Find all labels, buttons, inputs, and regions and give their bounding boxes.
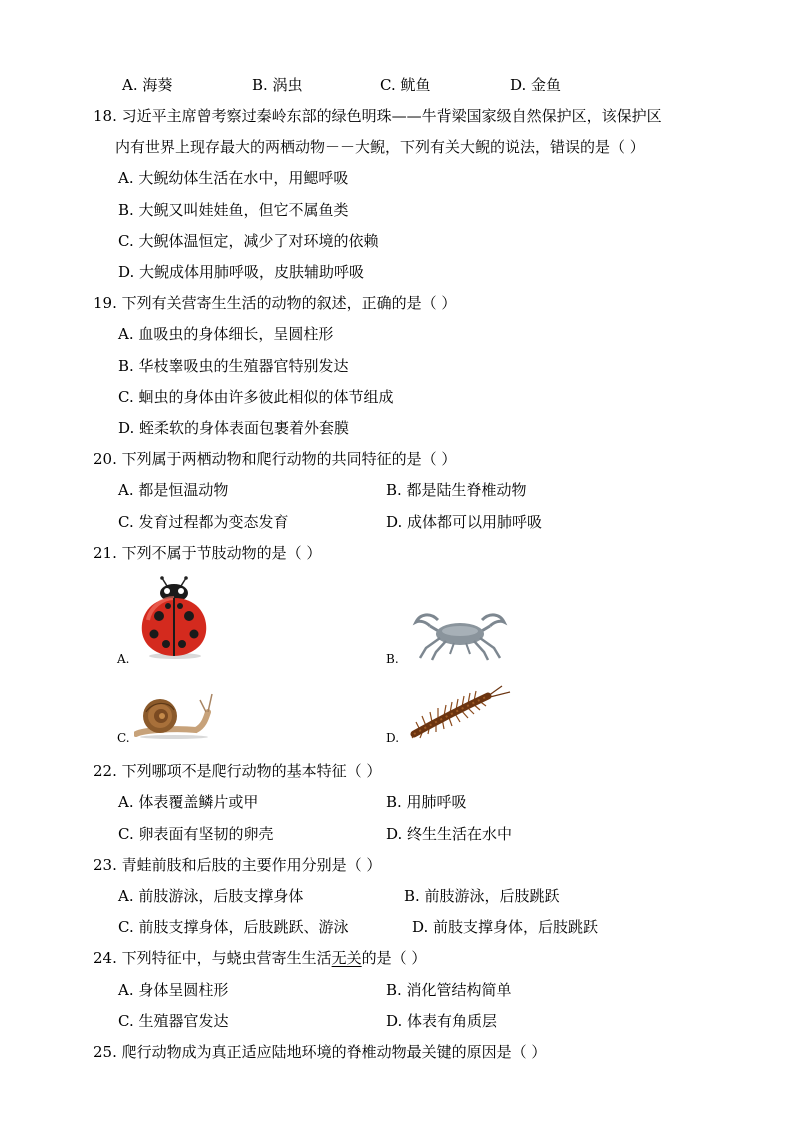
q17-option-c: C. 鱿鱼: [380, 76, 431, 94]
q17-option-a: A. 海葵: [122, 76, 173, 94]
q19-option-d: D. 蛭柔软的身体表面包裹着外套膜: [118, 419, 350, 437]
q20-stem: 20. 下列属于两栖动物和爬行动物的共同特征的是（ ）: [93, 450, 457, 468]
q20-option-a: A. 都是恒温动物: [118, 481, 229, 499]
q21-option-a-label: A.: [117, 652, 130, 666]
q24-stem-before: 24. 下列特征中，与蛲虫营寄生生活: [93, 949, 332, 967]
q18-stem-line2: 内有世界上现存最大的两栖动物－－大鲵，下列有关大鲵的说法，错误的是（ ）: [115, 138, 645, 156]
q19-stem: 19. 下列有关营寄生生活的动物的叙述，正确的是（ ）: [93, 294, 457, 312]
q19-option-a: A. 血吸虫的身体细长，呈圆柱形: [118, 325, 334, 343]
q21-option-d-label: D.: [386, 731, 400, 745]
q19-option-b: B. 华枝睾吸虫的生殖器官特别发达: [118, 357, 349, 375]
q24-stem-after: 的是（ ）: [361, 949, 427, 967]
q21-option-b-label: B.: [386, 652, 399, 666]
q23-option-a: A. 前肢游泳，后肢支撑身体: [118, 887, 304, 905]
q18-option-d: D. 大鲵成体用肺呼吸，皮肤辅助呼吸: [118, 263, 365, 281]
crab-icon: [410, 610, 510, 662]
q19-option-c: C. 蛔虫的身体由许多彼此相似的体节组成: [118, 388, 394, 406]
q24-option-a: A. 身体呈圆柱形: [118, 981, 229, 999]
q24-stem: [93, 948, 426, 968]
q22-option-a: A. 体表覆盖鳞片或甲: [118, 793, 259, 811]
q20-option-c: C. 发育过程都为变态发育: [118, 513, 289, 531]
q17-option-b: B. 涡虫: [252, 76, 303, 94]
q24-option-c: C. 生殖器官发达: [118, 1012, 229, 1030]
q21-stem: 21. 下列不属于节肢动物的是（ ）: [93, 544, 322, 562]
q24-stem-underlined: 无关: [331, 949, 362, 967]
q24-option-d: D. 体表有角质层: [386, 1012, 498, 1030]
q20-option-d: D. 成体都可以用肺呼吸: [386, 513, 543, 531]
q25-stem: 25. 爬行动物成为真正适应陆地环境的脊椎动物最关键的原因是（ ）: [93, 1043, 547, 1061]
q23-option-d: D. 前肢支撑身体，后肢跳跃: [412, 918, 599, 936]
centipede-icon: [408, 684, 512, 740]
q18-option-b: B. 大鲵又叫娃娃鱼，但它不属鱼类: [118, 201, 349, 219]
q17-option-d: D. 金鱼: [510, 76, 562, 94]
q22-option-b: B. 用肺呼吸: [386, 793, 467, 811]
q22-option-d: D. 终生生活在水中: [386, 825, 513, 843]
q18-option-c: C. 大鲵体温恒定，减少了对环境的依赖: [118, 232, 379, 250]
q22-option-c: C. 卵表面有坚韧的卵壳: [118, 825, 274, 843]
q24-option-b: B. 消化管结构简单: [386, 981, 512, 999]
q21-option-c-label: C.: [117, 731, 130, 745]
q18-option-a: A. 大鲵幼体生活在水中，用鳃呼吸: [118, 169, 349, 187]
q23-option-b: B. 前肢游泳，后肢跳跃: [404, 887, 560, 905]
q23-option-c: C. 前肢支撑身体，后肢跳跃、游泳: [118, 918, 349, 936]
ladybug-icon: [134, 576, 216, 660]
q20-option-b: B. 都是陆生脊椎动物: [386, 481, 527, 499]
q23-stem: 23. 青蛙前肢和后肢的主要作用分别是（ ）: [93, 856, 382, 874]
q22-stem: 22. 下列哪项不是爬行动物的基本特征（ ）: [93, 762, 382, 780]
q18-stem-line1: 18. 习近平主席曾考察过秦岭东部的绿色明珠——牛背梁国家级自然保护区，该保护区: [93, 107, 662, 125]
snail-icon: [134, 690, 214, 740]
